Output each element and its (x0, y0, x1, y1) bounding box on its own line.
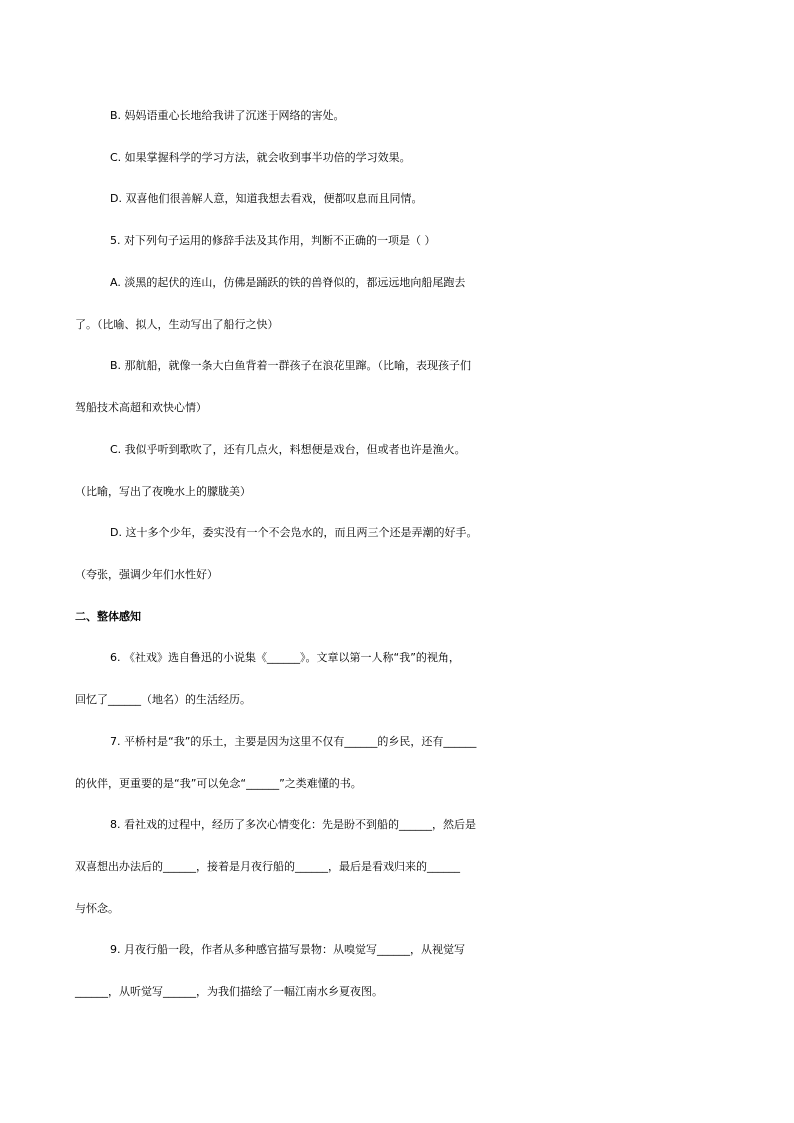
q5-option-c: C. 我似乎听到歌吹了，还有几点火，料想便是戏台，但或者也许是渔火。 (110, 443, 466, 456)
question-8-cont-2: 与怀念。 (75, 902, 119, 915)
question-6: 6. 《社戏》选自鲁迅的小说集《______》。文章以第一人称“我”的视角， (110, 651, 460, 664)
question-8: 8. 看社戏的过程中，经历了多次心情变化：先是盼不到船的______，然后是 (110, 818, 476, 831)
option-d-text: D. 双喜他们很善解人意，知道我想去看戏，便都叹息而且同情。 (110, 192, 423, 205)
question-9-cont: ______，从听觉写______，为我们描绘了一幅江南水乡夏夜图。 (75, 985, 383, 998)
option-c-text: C. 如果掌握科学的学习方法，就会收到事半功倍的学习效果。 (110, 151, 411, 164)
option-b-text: B. 妈妈语重心长地给我讲了沉迷于网络的害处。 (110, 109, 345, 122)
question-7: 7. 平桥村是“我”的乐土，主要是因为这里不仅有______的乡民，还有______ (110, 735, 477, 748)
q5-option-c-cont: （比喻，写出了夜晚水上的朦胧美） (75, 485, 251, 498)
question-5: 5. 对下列句子运用的修辞手法及其作用，判断不正确的一项是（ ） (110, 234, 436, 247)
q5-option-b-cont: 驾船技术高超和欢快心情） (75, 401, 207, 414)
question-6-cont: 回忆了______（地名）的生活经历。 (75, 693, 251, 706)
question-9: 9. 月夜行船一段，作者从多种感官描写景物：从嗅觉写______，从视觉写 (110, 943, 465, 956)
question-8-cont: 双喜想出办法后的______，接着是月夜行船的______，最后是看戏归来的______ (75, 860, 460, 873)
section-heading: 二、整体感知 (75, 610, 141, 623)
question-7-cont: 的伙伴，更重要的是“我”可以免念“______”之类难懂的书。 (75, 777, 362, 790)
q5-option-a: A. 淡黑的起伏的连山，仿佛是踊跃的铁的兽脊似的，都远远地向船尾跑去 (110, 276, 466, 289)
q5-option-b: B. 那航船，就像一条大白鱼背着一群孩子在浪花里蹿。（比喻，表现孩子们 (110, 359, 472, 372)
q5-option-a-cont: 了。（比喻、拟人，生动写出了船行之快） (75, 318, 279, 331)
q5-option-d: D. 这十多个少年，委实没有一个不会凫水的，而且两三个还是弄潮的好手。 (110, 526, 478, 539)
q5-option-d-cont: （夸张，强调少年们水性好） (75, 568, 218, 581)
